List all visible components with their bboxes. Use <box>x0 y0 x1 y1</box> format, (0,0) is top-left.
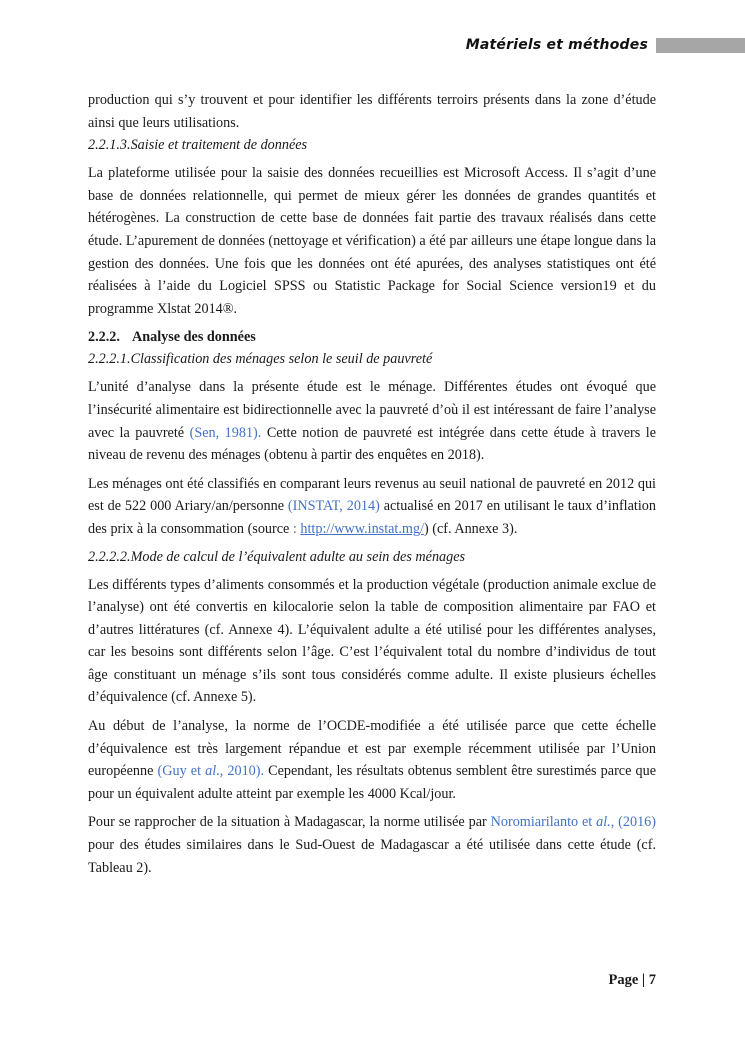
subsection-heading-2213: 2.2.1.3.Saisie et traitement de données <box>88 137 308 154</box>
text-run: , (2016) <box>610 814 656 831</box>
subsection-heading-2222: 2.2.2.2.Mode de calcul de l’équivalent adulte au sein des ménages <box>88 548 466 565</box>
text-run: ) (cf. Annexe 3). <box>424 520 518 537</box>
citation-sen-1981[interactable]: (Sen, 1981). <box>189 424 262 441</box>
text-run: ., 2010). <box>216 763 265 780</box>
text-run: Cette notion de pauvreté est intégrée dans cette étude à travers le niveau de revenu des ménages (obtenu à partir des enquêtes en 2018). <box>88 424 656 464</box>
text-run: Cependant, les résultats obtenus semblent être surestimés parce que pour un équivalent adulte atteint par exemple les 4000 Kcal/jour. <box>88 763 656 802</box>
citation-instat-2014[interactable]: (INSTAT, 2014) <box>287 498 380 515</box>
paragraph-ocde <box>88 715 656 805</box>
paragraph-unite-analyse <box>88 376 656 466</box>
section-heading-222 <box>88 326 656 348</box>
text-run: pour des études similaires dans le Sud-Ouest de Madagascar a été utilisée dans cette étude (cf. Tableau 2). <box>88 837 656 876</box>
text-run: Les ménages ont été classifiés en comparant leurs revenus au seuil national de pauvreté en 2012 qui est de 522 000 Ariary/an/personne <box>88 475 656 515</box>
text-run: actualisé en 2017 en utilisant le taux d’inflation des prix à la consommation (source <box>88 498 656 537</box>
text-run: Au début de l’analyse, la norme de l’OCDE-modifiée a été utilisée parce que cette échelle d’équivalence est très largement répandue et est par exemple récemment utilisée par l’Union européenne <box>88 718 656 780</box>
subsection-heading-2221: 2.2.2.1.Classification des ménages selon le seuil de pauvreté <box>88 351 433 368</box>
instat-link[interactable]: http://www.instat.mg/ <box>300 520 424 537</box>
text-run: Noromiarilanto et <box>490 814 597 831</box>
section-number: 2.2.2. <box>88 329 120 346</box>
text-run: L’unité d’analyse dans la présente étude est le ménage. Différentes études ont évoqué que l’insécurité alimentaire est bidirectionnelle avec la pauvreté d’où il est intéressant de faire l’analyse avec la pauvreté <box>88 379 656 441</box>
text-run: : <box>292 520 301 537</box>
text-run: al <box>205 763 217 780</box>
document-body <box>88 89 656 879</box>
text-run: Pour se rapprocher de la situation à Madagascar, la norme utilisée par <box>88 814 491 831</box>
citation-guy-2010[interactable] <box>158 763 265 779</box>
paragraph-continuation: production qui s’y trouvent et pour identifier les différents terroirs présents dans la zone d’étude ainsi que leurs utilisations. <box>88 92 656 131</box>
paragraph-madagascar <box>88 811 656 879</box>
citation-noromiarilanto-2016[interactable] <box>491 814 656 830</box>
text-run: (Guy et <box>157 763 206 780</box>
page-number: Page | 7 <box>608 972 656 988</box>
paragraph-classification <box>88 473 656 541</box>
text-run: al. <box>596 814 611 831</box>
header-title: Matériels et méthodes <box>465 37 648 53</box>
paragraph-equivalent-adulte: Les différents types d’aliments consommés et la production végétale (production animale exclue de l’analyse) ont été convertis en kilocalorie selon la table de composition alimentaire par FAO et d’autres littératures (cf. Annexe 4). L’équivalent adulte a été utilisé pour les différentes analyses, car les besoins sont différents selon l’âge. C’est l’équivalent total du nombre d’individus de tout âge constituant un ménage s’ils sont tous considérés comme adulte. Il existe plusieurs échelles d’équivalence (cf. Annexe 5). <box>88 576 656 706</box>
section-title: Analyse des données <box>132 329 256 346</box>
paragraph-saisie: La plateforme utilisée pour la saisie des données recueillies est Microsoft Access. Il s’agit d’une base de données relationnelle, qui permet de mieux gérer les données de grandes quantités et hétérogènes. La construction de cette base de données fait partie des travaux réalisés dans cette étude. L’apurement de données (nettoyage et vérification) a été par ailleurs une étape longue dans la gestion des données. Une fois que les données ont été apurées, des analyses statistiques ont été réalisées à l’aide du Logiciel SPSS ou Statistic Package for Social Science version19 et du programme Xlstat 2014®. <box>88 165 656 317</box>
header-bar <box>656 38 745 53</box>
